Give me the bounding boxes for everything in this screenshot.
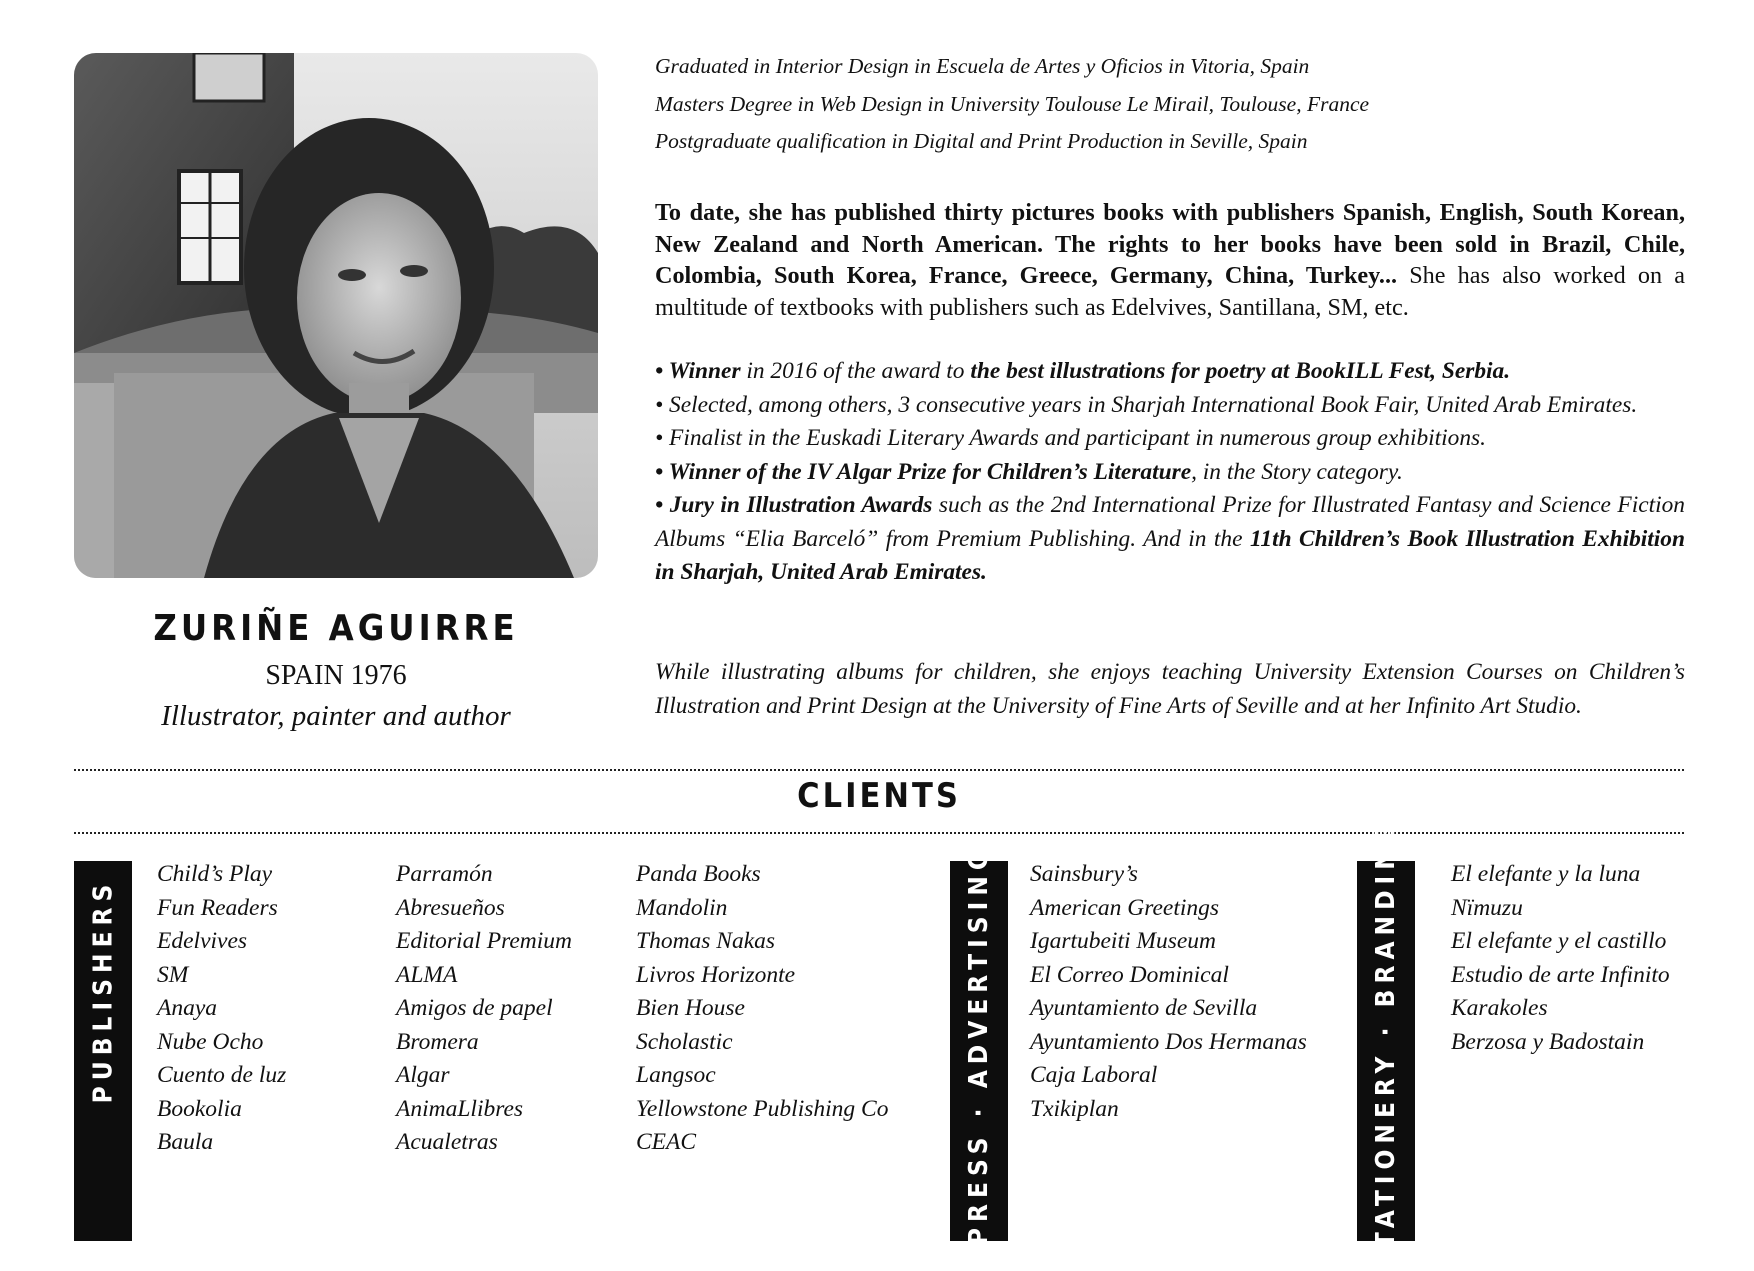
award-emphasis: • Winner	[655, 358, 741, 384]
bio-paragraph	[655, 197, 1685, 323]
bio-bold-text: To date, she has published thirty pictures books with publishers Spanish, English, South Korean, New Zealand and North American. The rights to her books have been sold in Brazil, Chile, Colombia, South Korea, France, Greece, Germany, China, Turkey...	[655, 199, 1685, 289]
client-item: Fun Readers	[157, 894, 278, 921]
client-item: Thomas Nakas	[636, 928, 776, 954]
person-origin: SPAIN 1976	[265, 660, 407, 691]
client-item: ALMA	[396, 961, 458, 988]
client-item: El elefante y el castillo	[1451, 928, 1667, 954]
award-item: • Selected, among others, 3 consecutive years in Sharjah International Book Fair, United Arab Emirates.	[655, 391, 1638, 418]
client-item: Editorial Premium	[396, 928, 573, 954]
client-item: Sainsbury’s	[1030, 861, 1138, 887]
award-item	[655, 489, 1685, 590]
client-item: Ayuntamiento Dos Hermanas	[1030, 1028, 1307, 1055]
client-item: Cuento de luz	[157, 1062, 287, 1088]
stationery-label-bar	[1357, 818, 1415, 1271]
award-text: , in the Story category.	[1191, 458, 1403, 485]
publishers-column	[157, 858, 286, 1160]
press-label: PRESS · ADVERTISING	[964, 844, 995, 1246]
client-item: Bromera	[396, 1028, 479, 1055]
education-line: Masters Degree in Web Design in University Toulouse Le Mirail, Toulouse, France	[655, 92, 1370, 116]
client-item: Nube Ocho	[157, 1028, 264, 1055]
portrait-illustration	[74, 53, 598, 578]
education-line: Postgraduate qualification in Digital and Print Production in Seville, Spain	[655, 129, 1308, 153]
award-text: such as the 2nd International Prize for Illustrated Fantasy and Science Fiction Albums “Elia Barceló” from Premium Publishing. And in the	[655, 492, 1685, 552]
client-item: El Correo Dominical	[1030, 961, 1229, 988]
client-item: Caja Laboral	[1030, 1062, 1158, 1088]
client-item: American Greetings	[1030, 894, 1220, 921]
client-item: Scholastic	[636, 1028, 733, 1055]
stationery-label: STATIONERY · BRANDING	[1371, 818, 1402, 1271]
client-item: Acualetras	[396, 1129, 498, 1155]
award-item	[655, 355, 1685, 389]
person-name: ZURIÑE AGUIRRE	[153, 608, 519, 649]
client-item: Estudio de arte Infinito	[1451, 961, 1670, 988]
client-item: Bien House	[636, 995, 745, 1021]
client-item: SM	[157, 961, 189, 988]
client-item: Txikiplan	[1030, 1095, 1119, 1122]
client-item: Panda Books	[636, 861, 761, 887]
client-item: Karakoles	[1451, 995, 1548, 1021]
award-text: in 2016 of the award to	[740, 358, 971, 384]
client-item: Ayuntamiento de Sevilla	[1030, 995, 1258, 1021]
client-item: Anaya	[157, 995, 218, 1021]
client-item: Langsoc	[636, 1062, 716, 1088]
client-item: Bookolia	[157, 1095, 242, 1122]
client-item: AnimaLlibres	[396, 1095, 524, 1122]
client-item: Nïmuzu	[1451, 894, 1523, 921]
education-line: Graduated in Interior Design in Escuela de Artes y Oficios in Vitoria, Spain	[655, 54, 1310, 78]
award-item	[655, 456, 1685, 490]
client-item: Mandolin	[636, 894, 728, 921]
publishers-column	[396, 858, 572, 1160]
client-item: Livros Horizonte	[636, 961, 796, 988]
client-item: Amigos de papel	[396, 995, 553, 1021]
press-label-bar	[950, 844, 1008, 1246]
client-item: Abresueños	[396, 894, 505, 921]
client-item: Baula	[157, 1129, 214, 1155]
award-emphasis: the best illustrations for poetry at BookILL Fest, Serbia.	[970, 358, 1511, 384]
client-item: Child’s Play	[157, 861, 273, 887]
client-item: CEAC	[636, 1129, 697, 1155]
press-column	[1030, 858, 1307, 1126]
person-role: Illustrator, painter and author	[161, 700, 511, 732]
client-item: El elefante y la luna	[1451, 861, 1641, 887]
teaching-paragraph: While illustrating albums for children, she enjoys teaching University Extension Courses on Children’s Illustration and Print Design at the University of Fine Arts of Seville and at her Infinito Art Studio.	[655, 659, 1685, 719]
portrait-photo	[74, 53, 598, 578]
award-emphasis: 11th Children’s Book Illustration Exhibition in Sharjah, United Arab Emirates.	[655, 525, 1686, 585]
bio-normal-text: She has also worked on a multitude of textbooks with publishers such as Edelvives, Santillana, SM, etc.	[655, 262, 1685, 321]
dotted-divider	[74, 832, 1684, 834]
publishers-column	[636, 858, 888, 1160]
client-item: Igartubeiti Museum	[1030, 928, 1217, 954]
stationery-column	[1451, 858, 1670, 1059]
publishers-label-bar	[74, 861, 132, 1241]
awards-list	[655, 355, 1685, 590]
award-emphasis: • Jury in Illustration Awards	[655, 492, 933, 518]
client-item: Yellowstone Publishing Co	[636, 1095, 889, 1122]
publishers-label: PUBLISHERS	[88, 878, 119, 1104]
dotted-divider	[74, 769, 1684, 771]
client-item: Berzosa y Badostain	[1451, 1028, 1645, 1055]
award-emphasis: • Winner of the IV Algar Prize for Children’s Literature	[655, 458, 1192, 485]
client-item: Edelvives	[157, 928, 248, 954]
client-item: Algar	[396, 1062, 450, 1088]
client-item: Parramón	[396, 861, 493, 887]
award-item: • Finalist in the Euskadi Literary Awards and participant in numerous group exhibitions.	[655, 425, 1486, 451]
clients-title: CLIENTS	[797, 776, 961, 816]
